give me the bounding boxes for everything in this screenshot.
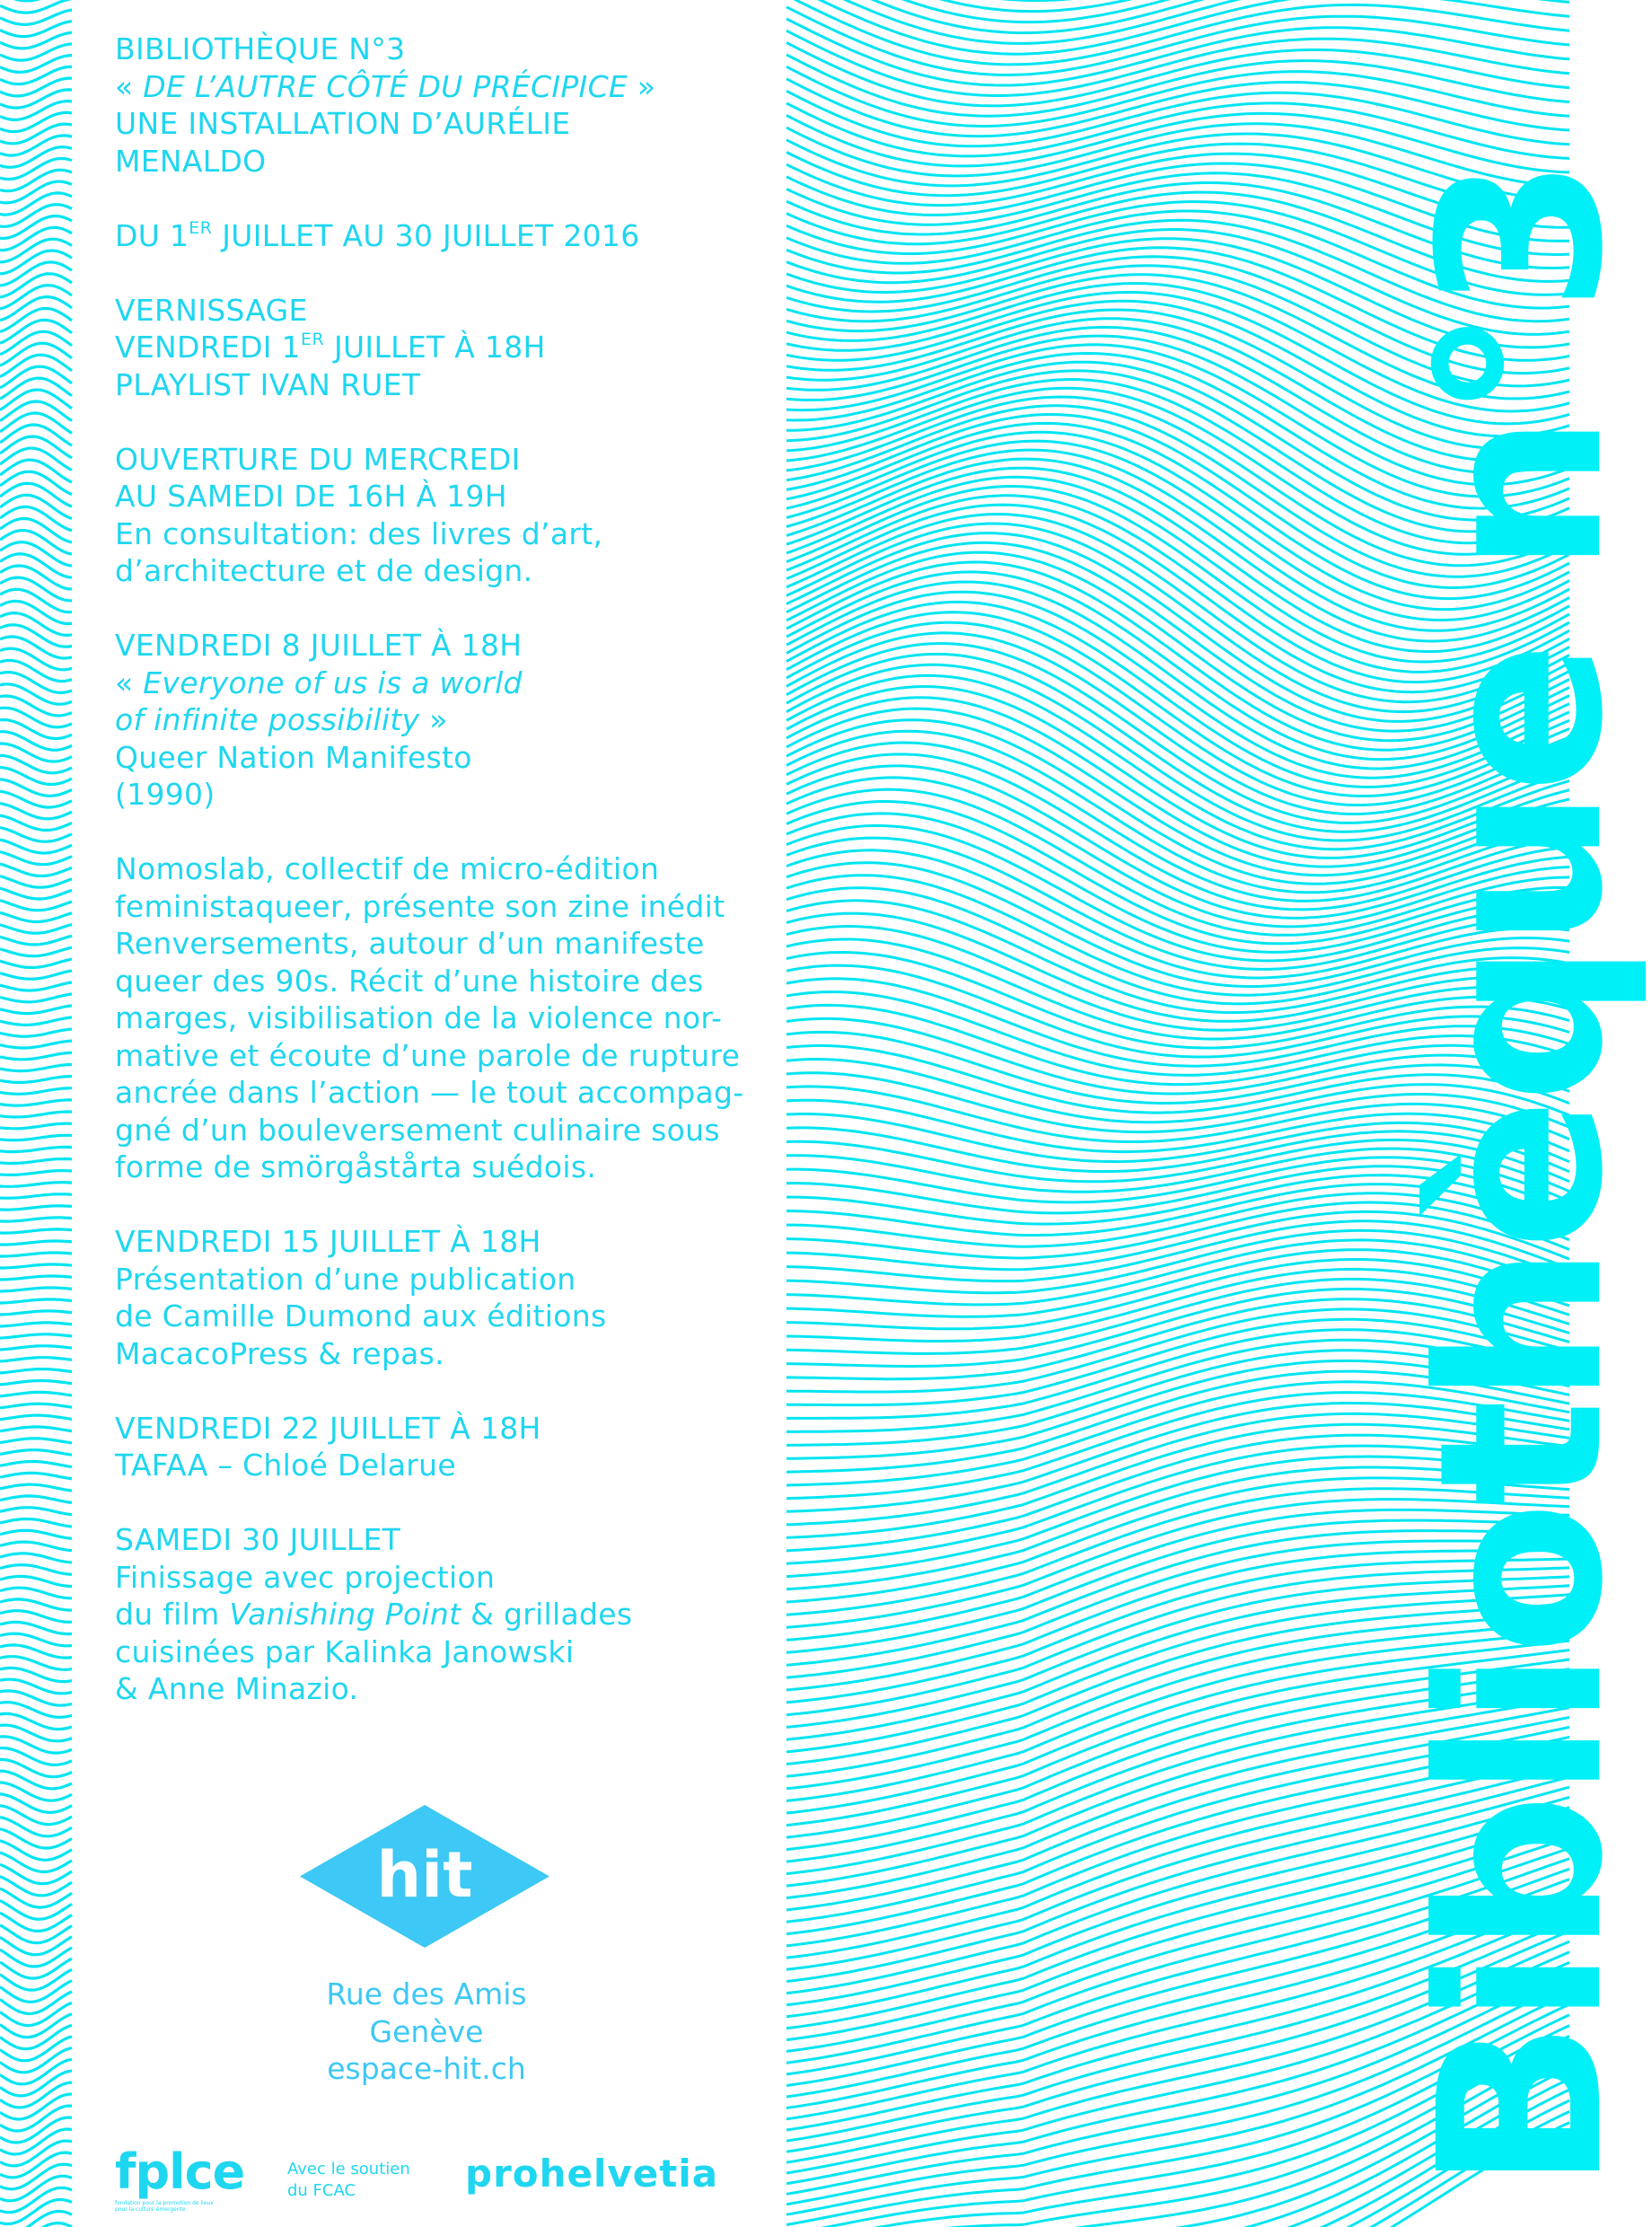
event-4-block (115, 1521, 761, 1708)
event-line: de Camille Dumond aux éditions (115, 1298, 607, 1334)
wave-line (0, 1542, 72, 1551)
wave-line (0, 1925, 72, 1943)
wave-line (0, 1183, 72, 1187)
wave-line (0, 1194, 72, 1198)
event-line: Présentation d’une publication (115, 1261, 576, 1297)
wave-line (0, 1599, 72, 1610)
wave-line (0, 297, 72, 321)
event-source: Queer Nation Manifesto (115, 739, 472, 775)
wave-line (0, 1218, 72, 1221)
wave-line (0, 925, 72, 934)
wave-line (0, 1404, 72, 1408)
wave-line (0, 227, 72, 250)
wave-line (0, 1554, 72, 1562)
wave-line (0, 531, 72, 555)
wave-line (0, 912, 72, 921)
wave-line (0, 251, 72, 274)
wave-line (0, 1064, 72, 1070)
wave-line (0, 1392, 72, 1396)
wave-line (0, 1427, 72, 1431)
wave-line (0, 1288, 72, 1291)
wave-line (0, 1100, 72, 1105)
wave-line (0, 1622, 72, 1633)
wave-line (0, 0, 72, 13)
wave-line (0, 286, 72, 309)
vernissage-heading: VERNISSAGE (115, 292, 308, 328)
event-line: du film Vanishing Point & grillades (115, 1597, 633, 1632)
wave-line (0, 1913, 72, 1931)
wave-line (0, 1241, 72, 1245)
wave-line (0, 495, 72, 518)
wave-line (0, 2059, 72, 2084)
hit-logo-text: hit (376, 1838, 473, 1912)
wave-line (0, 994, 72, 1002)
address-street: Rue des Amis (326, 1976, 527, 2011)
event-line: & Anne Minazio. (115, 1671, 359, 1706)
event-heading: VENDREDI 15 JUILLET À 18H (115, 1224, 541, 1259)
dates-block (115, 217, 761, 255)
film-title: Vanishing Point (229, 1597, 461, 1632)
wave-line (0, 1299, 72, 1303)
wave-line (0, 124, 72, 144)
wave-line (0, 1052, 72, 1060)
wave-line (0, 971, 72, 979)
event-line: MacacoPress & repas. (115, 1335, 444, 1371)
wave-line (0, 239, 72, 262)
wave-line (0, 1041, 72, 1048)
description-line: queer des 90s. Récit d’une histoire des (115, 963, 704, 999)
wave-line (0, 2025, 72, 2048)
description-line: gné d’un bouleversement culinaire sous (115, 1112, 720, 1148)
wave-line (0, 1496, 72, 1503)
wave-line (0, 936, 72, 945)
wave-line (0, 1450, 72, 1456)
header-line: UNE INSTALLATION D’AURÉLIE (115, 106, 571, 141)
vernissage-day: VENDREDI 1ER JUILLET À 18H (115, 330, 546, 365)
event-1-description (115, 850, 761, 1186)
event-source: (1990) (115, 777, 215, 812)
wave-line (0, 1519, 72, 1527)
dates-line: DU 1ER JUILLET AU 30 JUILLET 2016 (115, 217, 640, 253)
wave-line (0, 1253, 72, 1256)
wave-line (0, 1415, 72, 1420)
wave-line (0, 982, 72, 990)
opening-line: AU SAMEDI DE 16H À 19H (115, 479, 507, 514)
wave-line (0, 506, 72, 530)
wave-line (786, 55, 1569, 116)
wave-line (0, 519, 72, 543)
wave-line (0, 1112, 72, 1117)
wave-line (0, 2071, 72, 2096)
wave-line (0, 1311, 72, 1315)
wave-line (0, 1029, 72, 1036)
wave-line (0, 1369, 72, 1373)
wave-line (0, 1473, 72, 1479)
opening-line: En consultation: des livres d’art, (115, 515, 603, 551)
wave-line (786, 19, 1569, 85)
wave-line (0, 1135, 72, 1140)
wave-line (0, 136, 72, 155)
description-line: feministaqueer, présente son zine inédit (115, 888, 725, 924)
wave-line (0, 274, 72, 297)
event-3-block (115, 1410, 761, 1484)
event-line: TAFAA – Chloé Delarue (115, 1448, 456, 1483)
wave-line (0, 1017, 72, 1025)
event-heading: VENDREDI 22 JUILLET À 18H (115, 1410, 541, 1446)
opening-block (115, 441, 761, 590)
opening-line: OUVERTURE DU MERCREDI (115, 441, 521, 477)
program-text (115, 31, 761, 1745)
header-block (115, 31, 761, 180)
wave-line (0, 101, 72, 120)
event-line: Finissage avec projection (115, 1559, 496, 1595)
wave-line (0, 1334, 72, 1338)
header-line: BIBLIOTHÈQUE N°3 (115, 31, 406, 66)
wave-line (0, 1508, 72, 1515)
description-line: mative et écoute d’une parole de rupture (115, 1037, 741, 1073)
wave-line (0, 708, 72, 727)
wave-line (0, 1888, 72, 1907)
wave-line (0, 1147, 72, 1151)
wave-line (0, 876, 72, 888)
wave-line (0, 401, 72, 421)
opening-line: d’architecture et de design. (115, 553, 533, 588)
wave-line (0, 1088, 72, 1095)
wave-line (0, 1358, 72, 1361)
wave-line (0, 1611, 72, 1623)
wave-line (0, 959, 72, 968)
address-city: Genève (369, 2013, 484, 2049)
event-heading: SAMEDI 30 JUILLET (115, 1522, 401, 1557)
wave-line (0, 720, 72, 739)
wave-line (0, 864, 72, 876)
address-web[interactable]: espace-hit.ch (327, 2051, 526, 2086)
wave-line (0, 696, 72, 716)
wave-line (0, 1206, 72, 1210)
wave-line (0, 1229, 72, 1233)
wave-line (0, 1006, 72, 1014)
wave-line (0, 1565, 72, 1575)
wave-line (0, 1937, 72, 1955)
wave-line (0, 413, 72, 433)
event-1-block (115, 627, 761, 814)
fplce-tagline: fondation pour la promotion de lieux pour la culture émergente (115, 2200, 214, 2213)
event-quote: « Everyone of us is a world (115, 665, 523, 700)
wave-line (0, 732, 72, 751)
event-line: cuisinées par Kalinka Janowski (115, 1633, 575, 1669)
wave-line (0, 1576, 72, 1586)
wave-line (0, 1323, 72, 1326)
wave-line (0, 1530, 72, 1538)
wave-line (0, 888, 72, 899)
support-text: Avec le soutien du FCAC (287, 2160, 410, 2200)
wave-line (0, 112, 72, 131)
fplce-logo: fplce (115, 2143, 245, 2200)
description-line: Renversements, autour d’un manifeste (115, 926, 705, 961)
left-wave-pattern (0, 0, 74, 2227)
description-line: Nomoslab, collectif de micro-édition (115, 851, 660, 886)
hit-logo (298, 1803, 551, 1950)
wave-line (0, 1276, 72, 1280)
vertical-title: Bibliothèque n°3 (1391, 162, 1652, 2191)
event-quote: of infinite possibility » (115, 702, 448, 737)
address-block (305, 1976, 548, 2088)
wave-line (0, 2048, 72, 2073)
wave-line (0, 1462, 72, 1467)
installation-title: DE L’AUTRE CÔTÉ DU PRÉCIPICE (143, 68, 628, 104)
prohelvetia-logo: prohelvetia (465, 2152, 719, 2196)
wave-line (0, 1264, 72, 1268)
wave-line (0, 1123, 72, 1129)
wave-line (0, 1077, 72, 1083)
wave-line (0, 1588, 72, 1598)
description-line: marges, visibilisation de la violence nor- (115, 1000, 723, 1035)
vernissage-block (115, 292, 761, 404)
wave-line (0, 901, 72, 911)
description-line: ancrée dans l’action — le tout accompag- (115, 1075, 744, 1110)
wave-line (0, 425, 72, 445)
wave-line (0, 1346, 72, 1350)
wave-line (0, 2037, 72, 2061)
wave-line (0, 1171, 72, 1175)
event-heading: VENDREDI 8 JUILLET À 18H (115, 628, 523, 663)
header-line: MENALDO (115, 143, 267, 179)
wave-line (0, 1381, 72, 1385)
wave-line (0, 1439, 72, 1443)
wave-line (0, 542, 72, 567)
header-title-line: « DE L’AUTRE CÔTÉ DU PRÉCIPICE » (115, 68, 656, 104)
vernissage-playlist: PLAYLIST IVAN RUET (115, 366, 421, 402)
description-line: forme de smörgåstårta suédois. (115, 1149, 597, 1184)
event-2-block (115, 1223, 761, 1372)
wave-line (0, 1484, 72, 1491)
wave-line (0, 947, 72, 956)
wave-line (0, 1901, 72, 1920)
wave-line (0, 262, 72, 286)
wave-line (0, 1159, 72, 1164)
